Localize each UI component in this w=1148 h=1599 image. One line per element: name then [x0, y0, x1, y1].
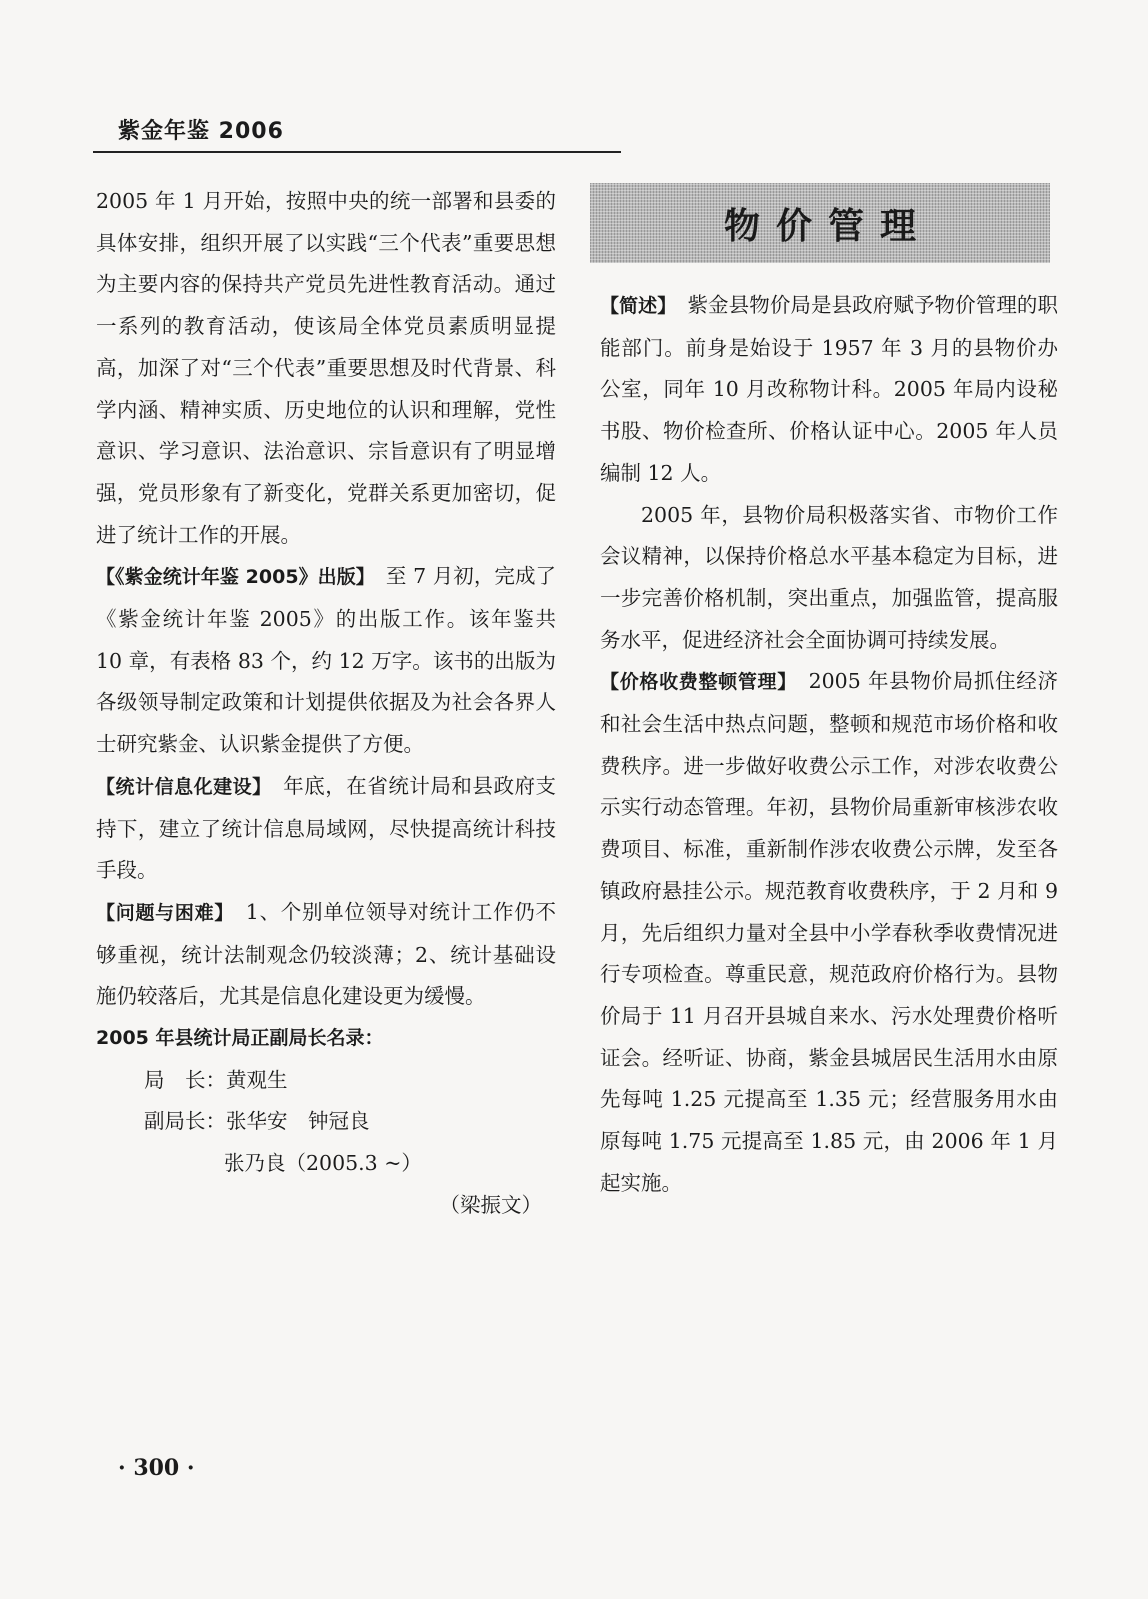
section-tag: 【价格收费整顿管理】 [600, 671, 788, 694]
roster-line: 局 长：黄观生 [144, 1067, 288, 1092]
page-number: · 300 · [118, 1455, 195, 1481]
author-signature: （梁振文） [439, 1192, 542, 1217]
section-text: 2005 年县物价局抓住经济和社会生活中热点问题，整顿和规范市场价格和收费秩序。进一步做好收费公示工作，对涉农收费公示实行动态管理。年初，县物价局重新审核涉农收费项目、标准，重新制作涉农收费公示牌，发至各镇政府悬挂公示。规范教育收费秩序，于 2 月和 9 月，先后组织力量对全县中小学春秋季收费情况进行专项检查。尊重民意，规范政府价格行为。县物价局于 11 月召开县城自来水、污水处理费价格听证会。经听证、协商，紫金县城居民生活用水由原先每吨 1.25 元提高至 1.35 元；经营服务用水由原每吨 1.75 元提高至 1.85 元，由 2006 年 1 月起实施。 [600, 669, 1058, 1195]
continued-paragraph: 2005 年 1 月开始，按照中央的统一部署和县委的具体安排，组织开展了以实践“三个代表”重要思想为主要内容的保持共产党员先进性教育活动。通过一系列的教育活动，使该局全体党员素质明显提高，加深了对“三个代表”重要思想及时代背景、科学内涵、精神实质、历史地位的认识和理解，党性意识、学习意识、法治意识、宗旨意识有了明显增强，党员形象有了新变化，党群关系更加密切，促进了统计工作的开展。 [96, 189, 556, 547]
section-statistics-yearbook [96, 556, 556, 766]
right-column [600, 285, 1058, 1204]
section-tag: 【简述】 [600, 295, 667, 317]
banner-title: 物价管理 [723, 205, 932, 247]
section-tag: 【《紫金统计年鉴 2005》出版】 [96, 566, 366, 589]
left-column [96, 181, 556, 1227]
roster-line: 副局长：张华安 钟冠良 [144, 1109, 370, 1134]
section-problems [96, 892, 556, 1018]
body-paragraph: 2005 年，县物价局积极落实省、市物价工作会议精神，以保持价格总水平基本稳定为目标，进一步完善价格机制，突出重点，加强监管，提高服务水平，促进经济社会全面协调可持续发展。 [600, 502, 1058, 652]
roster-title: 2005 年县统计局正副局长名录： [96, 1027, 384, 1050]
section-informatization [96, 766, 556, 892]
section-tag: 【问题与困难】 [96, 901, 225, 924]
section-banner [590, 183, 1050, 263]
header-rule [93, 151, 621, 153]
section-tag: 【统计信息化建设】 [96, 775, 263, 798]
section-price-regulation [600, 661, 1058, 1204]
director-roster [96, 1060, 556, 1185]
running-title: 紫金年鉴 2006 [118, 119, 284, 144]
section-text: 紫金县物价局是县政府赋予物价管理的职能部门。前身是始设于 1957 年 3 月的县物价办公室，同年 10 月改称物计科。2005 年局内设秘书股、物价检查所、价格认证中心。2005 年人员编制 12 人。 [600, 293, 1058, 485]
section-text: 至 7 月初，完成了《紫金统计年鉴 2005》的出版工作。该年鉴共 10 章，有表格 83 个，约 12 万字。该书的出版为各级领导制定政策和计划提供依据及为社会各界人士研究紫金、认识紫金提供了方便。 [96, 564, 557, 757]
section-text: 1、个别单位领导对统计工作仍不够重视，统计法制观念仍较淡薄；2、统计基础设施仍较落后，尤其是信息化建设更为缓慢。 [96, 899, 556, 1009]
section-text: 年底，在省统计局和县政府支持下，建立了统计信息局域网，尽快提高统计科技手段。 [96, 773, 556, 883]
roster-line: 张乃良（2005.3 ~） [224, 1151, 422, 1176]
section-overview [600, 285, 1058, 495]
